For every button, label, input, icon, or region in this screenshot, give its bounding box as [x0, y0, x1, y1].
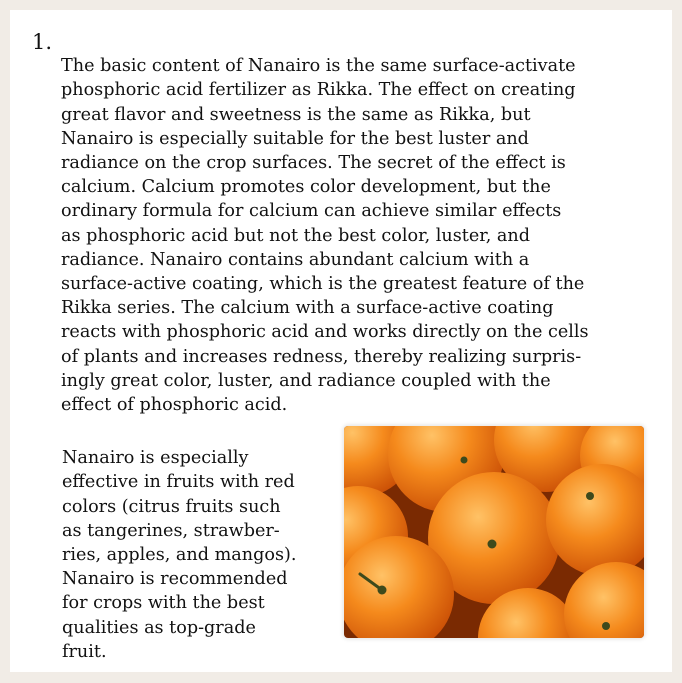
para-line: effect of phosphoric acid. [61, 395, 288, 416]
stem [586, 492, 594, 500]
stem [488, 540, 497, 549]
para-line: Nanairo is especially suitable for the best luster and [61, 128, 529, 149]
para-line: surface-active coating, which is the greatest feature of the [61, 274, 585, 295]
content-card [10, 10, 672, 672]
para-line: calcium. Calcium promotes color development, but the [61, 177, 551, 198]
tangerines-photo [344, 426, 644, 638]
stem [378, 586, 387, 595]
para-line: of plants and increases redness, thereby realizing surpris- [61, 346, 582, 367]
side-line: colors (citrus fruits such [62, 496, 281, 517]
side-line: Nanairo is recommended [62, 569, 288, 590]
para-line: Rikka series. The calcium with a surface-active coating [61, 298, 554, 319]
item-paragraph [61, 30, 657, 417]
side-line: for crops with the best [62, 593, 265, 614]
para-line: ingly great color, luster, and radiance coupled with the [61, 370, 551, 391]
para-line: radiance. Nanairo contains abundant calcium with a [61, 249, 530, 270]
stem [461, 457, 468, 464]
para-line: as phosphoric acid but not the best color, luster, and [61, 225, 530, 246]
side-paragraph [62, 422, 342, 664]
para-line: great flavor and sweetness is the same as Rikka, but [61, 104, 531, 125]
side-line: as tangerines, strawber- [62, 520, 280, 541]
side-line: qualities as top-grade [62, 617, 256, 638]
para-line: reacts with phosphoric acid and works directly on the cells [61, 322, 589, 343]
item-number: 1. [32, 30, 53, 54]
para-line: The basic content of Nanairo is the same surface-activate [61, 56, 576, 77]
stem [602, 622, 610, 630]
para-line: radiance on the crop surfaces. The secret of the effect is [61, 153, 566, 174]
para-line: ordinary formula for calcium can achieve similar effects [61, 201, 562, 222]
side-line: ries, apples, and mangos). [62, 545, 297, 566]
para-line: phosphoric acid fertilizer as Rikka. The effect on creating [61, 80, 576, 101]
side-line: Nanairo is especially [62, 448, 249, 469]
tangerines-image [344, 426, 644, 638]
side-line: effective in fruits with red [62, 472, 295, 493]
side-line: fruit. [62, 641, 107, 662]
